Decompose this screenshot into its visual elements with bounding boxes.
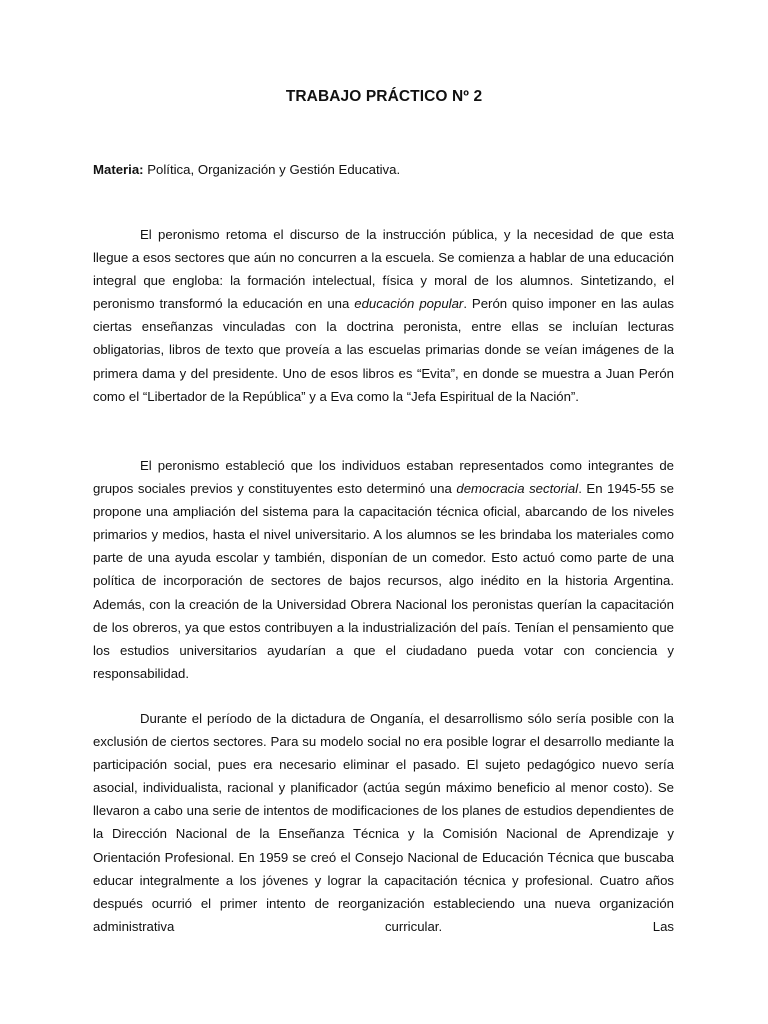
subject-label: Materia: xyxy=(93,162,144,177)
paragraph-1-emphasis: educación popular xyxy=(354,296,464,312)
paragraph-2-emphasis: democracia sectorial xyxy=(456,481,579,497)
paragraph-2-text-a: El peronismo estableció que los individuos estaban representados como integrantes de grupos sociales previos y constituyentes esto determinó una xyxy=(93,458,674,497)
document-title: TRABAJO PRÁCTICO Nº 2 xyxy=(285,88,483,105)
paragraph-1 xyxy=(93,223,674,408)
subject-value: Política, Organización y Gestión Educativa. xyxy=(143,162,401,177)
paragraph-1-text-b: . Perón quiso imponer en las aulas ciertas enseñanzas vinculadas con la doctrina peronista, entre ellas se incluían lecturas obligatorias, libros de texto que proveía a las escuelas primarias donde se veían imágenes de la primera dama y del presidente. Uno de esos libros es “Evita”, en donde se muestra a Juan Perón como el “Libertador de la República” y a Eva como la “Jefa Espiritual de la Nación”. xyxy=(93,296,675,404)
paragraph-1-text-a: El peronismo retoma el discurso de la instrucción pública, y la necesidad de que esta llegue a esos sectores que aún no concurren a la escuela. Se comienza a hablar de una educación integral que engloba: la formación intelectual, física y moral de los alumnos. Sintetizando, el peronismo transformó la educación en una xyxy=(93,227,674,312)
subject-line xyxy=(93,162,400,177)
paragraph-2 xyxy=(93,454,674,685)
paragraph-3: Durante el período de la dictadura de Onganía, el desarrollismo sólo sería posible con la exclusión de ciertos sectores. Para su modelo social no era posible lograr el desarrollo mediante la participación social, pues era necesario eliminar el pasado. El sujeto pedagógico nuevo sería asocial, individualista, racional y planificador (actúa según máximo beneficio al menor costo). Se llevaron a cabo una serie de intentos de modificaciones de los planes de estudios dependientes de la Dirección Nacional de la Enseñanza Técnica y la Comisión Nacional de Aprendizaje y Orientación Profesional. En 1959 se creó el Consejo Nacional de Educación Técnica que buscaba educar integralmente a los jóvenes y lograr la capacitación técnica y profesional. Cuatro años después ocurrió el primer intento de reorganización estableciendo una nueva organización administrativa curricular. Las xyxy=(93,711,674,934)
paragraph-2-text-b: . En 1945-55 se propone una ampliación del sistema para la capacitación técnica oficial, abarcando de los niveles primarios y medios, hasta el nivel universitario. A los alumnos se les brindaba los materiales como parte de una ayuda escolar y también, disponían de un comedor. Esto actuó como parte de una política de incorporación de sectores de bajos recursos, algo inédito en la historia Argentina. Además, con la creación de la Universidad Obrera Nacional los peronistas querían la capacitación de los obreros, ya que estos contribuyen a la industrialización del país. Tenían el pensamiento que los estudios universitarios ayudarían a que el ciudadano pueda votar con conciencia y responsabilidad. xyxy=(93,481,674,681)
